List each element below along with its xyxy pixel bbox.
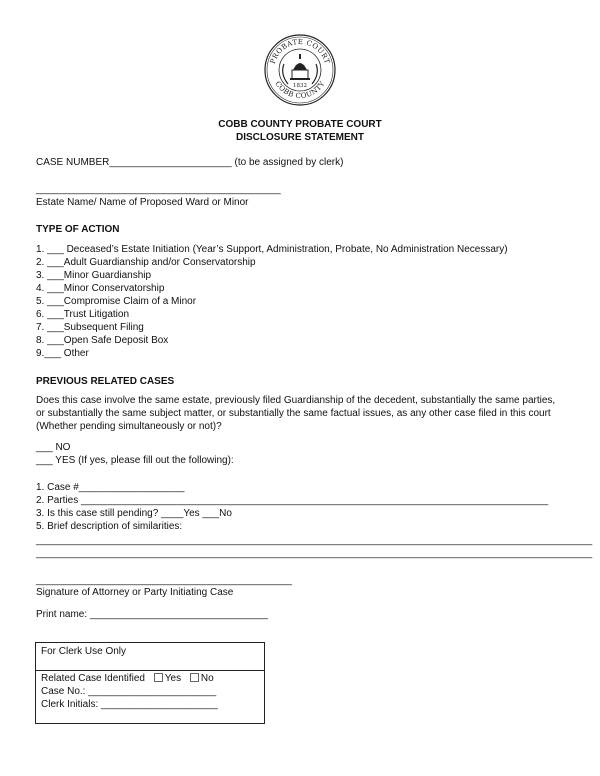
parties-field[interactable]: 2. Parties ____________________________________________________________________________________ — [36, 495, 549, 506]
yes-option[interactable]: ___ YES (If yes, please fill out the following): — [36, 455, 234, 466]
clerk-use-title: For Clerk Use Only — [41, 646, 127, 657]
seal-bottom-text: COBB COUNTY — [273, 79, 327, 101]
pending-question[interactable]: 3. Is this case still pending? ____Yes ___No — [36, 508, 232, 519]
case-number-row — [36, 156, 343, 169]
case-number-field[interactable]: ______________________ — [109, 157, 232, 168]
seal-year: 1832 — [293, 83, 307, 89]
similarities-label: 5. Brief description of similarities: — [36, 521, 183, 532]
estate-name-label: Estate Name/ Name of Proposed Ward or Minor — [36, 197, 249, 208]
case-number-label: CASE NUMBER — [36, 157, 110, 168]
related-case-number-field[interactable]: 1. Case #___________________ — [36, 482, 185, 493]
action-item[interactable]: 3. ___Minor Guardianship — [36, 270, 152, 281]
signature-label: Signature of Attorney or Party Initiating Case — [36, 587, 234, 598]
related-case-identified-label: Related Case Identified — [41, 673, 145, 684]
action-item[interactable]: 7. ___Subsequent Filing — [36, 322, 144, 333]
estate-name-field[interactable]: ____________________________________________ — [36, 184, 281, 195]
print-name-field[interactable]: Print name: ________________________________ — [36, 609, 268, 620]
related-case-identified-row — [41, 672, 214, 685]
similarities-line[interactable]: ____________________________________________________________________________________________________ — [36, 548, 593, 559]
clerk-case-no-field[interactable]: Case No.: _______________________ — [41, 686, 217, 697]
action-item[interactable]: 1. ___ Deceased’s Estate Initiation (Year’s Support, Administration, Probate, No Administration Necessary) — [36, 244, 508, 255]
action-item[interactable]: 8. ___Open Safe Deposit Box — [36, 335, 169, 346]
action-item[interactable]: 4. ___Minor Conservatorship — [36, 283, 165, 294]
similarities-line[interactable]: ____________________________________________________________________________________________________ — [36, 535, 593, 546]
clerk-initials-row — [41, 698, 218, 711]
clerk-use-fields-box — [35, 670, 265, 724]
type-of-action-heading: TYPE OF ACTION — [36, 224, 120, 235]
action-item[interactable]: 5. ___Compromise Claim of a Minor — [36, 296, 197, 307]
seal-top-text: PROBATE COURT — [268, 37, 332, 65]
clerk-use-header-box — [35, 642, 265, 671]
no-checkbox[interactable] — [190, 673, 199, 682]
clerk-initials-field[interactable]: _____________________ — [101, 699, 218, 710]
no-option[interactable]: ___ NO — [36, 442, 71, 453]
case-number-note: (to be assigned by clerk) — [231, 157, 344, 168]
action-item[interactable]: 6. ___Trust Litigation — [36, 309, 130, 320]
action-item[interactable]: 9.___ Other — [36, 348, 89, 359]
yes-checkbox-label: Yes — [164, 673, 182, 684]
clerk-initials-label: Clerk Initials: — [41, 699, 102, 710]
document-title: DISCLOSURE STATEMENT — [236, 132, 364, 143]
court-title: COBB COUNTY PROBATE COURT — [218, 119, 382, 130]
action-item[interactable]: 2. ___Adult Guardianship and/or Conservatorship — [36, 257, 256, 268]
no-checkbox-label: No — [200, 673, 214, 684]
signature-field[interactable]: ______________________________________________ — [36, 575, 292, 586]
yes-checkbox[interactable] — [154, 673, 163, 682]
probate-court-seal — [264, 34, 336, 106]
previous-cases-question: Does this case involve the same estate, previously filed Guardianship of the decedent, substantially the same parties, or substantially the same subject matter, or substantially the same factual issues, as any other case filed in this court (Whether pending simultaneously or not)? — [36, 395, 556, 432]
previous-cases-heading: PREVIOUS RELATED CASES — [36, 376, 175, 387]
